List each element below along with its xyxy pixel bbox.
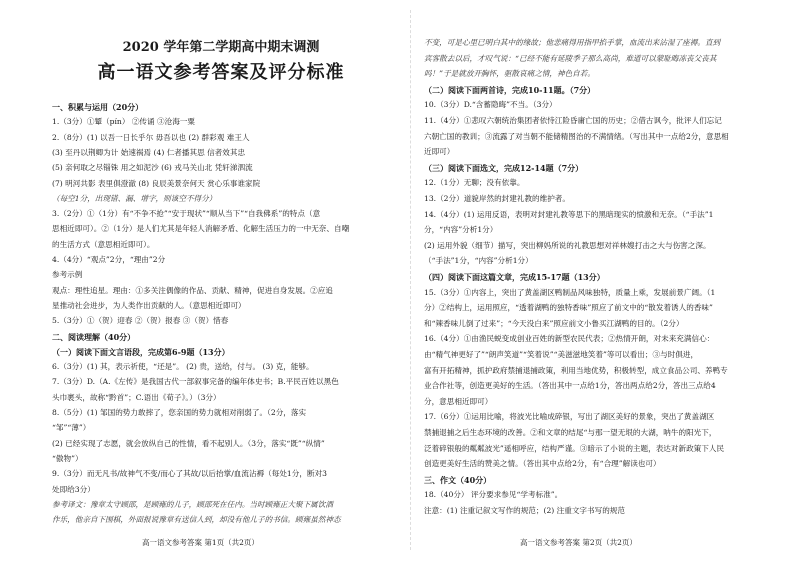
text-line: 吗！”于是就放开胸怀，驱散哀痛之情，神色自若。 xyxy=(424,69,595,79)
page-footer-2: 高一语文参考答案 第2页（共2页） xyxy=(520,538,637,547)
text-line: 14.（4分）(1) 运用反语，表明对封建礼教等思下的黑暗现实的愤激和无奈。（“手法”1 xyxy=(424,209,714,219)
text-line: (7) 明河共影 表里俱澄澈 (8) 良辰美景奈何天 赏心乐事谁家院 xyxy=(52,178,261,188)
text-line: 4.（4分）“观点”2分，“理由”2分 xyxy=(52,255,166,264)
document-subtitle: 高一语文参考答案及评分标准 xyxy=(97,62,345,83)
section-heading: （四）阅读下面这篇文章，完成15-17题（13分） xyxy=(424,272,605,282)
text-line: 分）②结构上，运用照应，“透着湖鸭的独特香味”照应了前文中的“散发着诱人的香味” xyxy=(424,303,713,313)
text-line: 参考示例 xyxy=(52,270,83,280)
text-line: (5) 亲何取之尽锱铢 用之如泥沙 (6) 戎马关山北 凭轩涕泗流 xyxy=(52,163,253,173)
text-line: 11.（4分）①悲叹六朝统治集团者依恃江险昏庸亡国的历史；②借古讽今，批评人们忘记 xyxy=(424,116,722,125)
text-line: 头巾裹头，故称“黔首”；C.语出《荀子》。）（3分） xyxy=(52,392,221,402)
text-line: 业合作社等，创造更美好的生活。（答出其中一点给1分，答出两点给2分，答出三点给4 xyxy=(424,381,716,391)
document-title: 2020 学年第二学期高中期末调测 xyxy=(122,40,320,55)
text-line: 15.（3分）①内容上，突出了黄盖湖区鸭制品风味独特，质量上乘，发展前景广阔。（1 xyxy=(424,287,716,297)
section-heading: 三、作文（40分） xyxy=(424,474,492,485)
text-line: 13.（2分）道貌岸然的封建礼教的维护者。 xyxy=(424,194,570,203)
text-line: 12.（1分）无聊；没有依靠。 xyxy=(424,178,525,188)
text-line: 1.（3分）①颦（pín） ②传诵 ③沧海一粟 xyxy=(52,117,195,127)
text-line: 思相近即可）。②（1分）是人们尤其是年轻人消解矛盾、化解生活压力的一中无奈、自嘲 xyxy=(52,224,350,234)
text-line: 由“精气神更好了”“朗声笑道”“笑着说”“美滋滋地笑着”等可以看出；③与时俱进， xyxy=(424,350,699,359)
text-line: 观点：理性追星。理由：①多关注偶像的作品、贡献、精神，促进自身发展。②应追 xyxy=(52,285,333,295)
text-line: 7.（3分）D.（A.《左传》是我国古代一部叙事完备的编年体史书；B.平民百姓以黑色 xyxy=(52,377,339,387)
section-heading: （二）阅读下面两首诗，完成10-11题。（7分） xyxy=(424,84,596,95)
section-heading: （三）阅读下面选文，完成12-14题（7分） xyxy=(424,162,584,173)
section-heading: （一）阅读下面文言语段，完成第6-9题（13分） xyxy=(52,346,230,357)
text-line: 16.（4分）①由渔民蜕变成创业百姓的新型农民代表；②热情开朗，对未来充满信心： xyxy=(424,334,715,344)
page-footer-1: 高一语文参考答案 第1页（共2页） xyxy=(142,538,259,547)
text-line: 分，意思相近即可） xyxy=(424,396,493,406)
text-line: 17.（6分）①运用比喻，将波光比喻成碎银，写出了湖区美好的景象，突出了黄盖湖区 xyxy=(424,412,715,422)
text-line: 18.（40分） 评分要求参见“学考标准”。 xyxy=(424,490,563,500)
text-line: 近即可） xyxy=(424,147,455,157)
left-column xyxy=(52,0,390,561)
text-line: 和“辣香味儿倒了过来”；“今天没白来”照应前文小鲁买江湖鸭的目的。（2分） xyxy=(424,318,684,328)
text-line: 泛着碎银般的粼粼波光”遥相呼应，结构严谨。③暗示了小说的主题，表达对新政策下人民 xyxy=(424,443,725,453)
text-line: 分，“内容”分析1分） xyxy=(424,225,498,235)
text-line: 富有开拓精神，抓护政府禁捕退捕政策，利用当地优势，积极转型，成立食品公司、养鸭专 xyxy=(424,365,728,375)
text-line: 9.（3分）而无凡书/故神气不变/而心了其故/以后抬掌/血流沾褥（每处1分，断对3 xyxy=(52,469,327,479)
text-line: (2) 已经实现了志愿，就会放纵自己的性情，看不起别人。（3分，落实“既”“纵情” xyxy=(52,438,325,448)
text-line: (2) 运用外貌（细节）描写，突出柳妈所说的礼教思想对祥林嫂打击之大与伤害之深。 xyxy=(424,240,711,250)
text-line: 作乐，他亲自下围棋，外面报说豫章有送信人到，却没有他儿子的书信。顾雍虽然神态 xyxy=(52,515,341,525)
text-line: 不变，可是心里已明白其中的缘故；他悲痛得用指甲掐手掌，血流出来沾湿了座褥。直到 xyxy=(424,38,721,47)
section-heading: 二、阅读理解（40分） xyxy=(52,331,136,342)
text-line: “傲物”） xyxy=(52,453,83,463)
text-line: 8.（5分）(1) 邹国的势力敢摔了，您亲国的势力就相对削弱了。（2分，落实 xyxy=(52,408,307,417)
text-line: 星推动社会进步，为人类作出贡献的人。（意思相近即可） xyxy=(52,300,246,310)
text-line: 创造更美好生活的赞美之情。（答出其中点给2分，有“合理”解读也可） xyxy=(424,459,661,469)
text-line: 2.（8分）(1) 以吾一日长乎尔 毋吾以也 (2) 群彩观 难王人 xyxy=(52,132,250,142)
text-line: 注意：(1) 注重记叙文写作的规范；(2) 注重文字书写的规范 xyxy=(424,506,625,515)
text-line: 的生活方式（意思相近即可）。 xyxy=(52,239,155,249)
text-line: （每空1分，出现错、漏、增字，则该空不得分） xyxy=(52,193,217,203)
text-line: 禁捕退捕之后生态环境的改善。②和文章的结尾“与那一望无垠的大湖，呐牛的阳光下， xyxy=(424,428,717,437)
text-line: 3.（2分）①（1分）有“不争不抢”“安于现状”“顺从当下”“自我佛系”的特点（意 xyxy=(52,209,321,219)
text-line: （“手法”1分，“内容”分析1分） xyxy=(424,256,533,266)
right-column xyxy=(424,0,766,561)
text-line: 10.（3分）D.“含蓄隐晦”不当。（3分） xyxy=(424,100,557,110)
text-line: 宾客散去以后，才叹气说：“已经不能有延陵季子那么高尚，难道可以蒙耻晦冻丧父丧其 xyxy=(424,53,717,63)
text-line: (3) 至丹以荆卿为计 始速祸焉 (4) 仁者播其思 信者效其忠 xyxy=(52,147,246,157)
text-line: “邹”“薄”） xyxy=(52,423,91,433)
text-line: 6.（3分）(1) 其，表示祈使，“还是”。 (2) 贵，送给，付与。 (3) 克，能够。 xyxy=(52,362,314,372)
text-line: 5.（3分）①（贺）迎春 ②（贺）报春 ③（贺）惜春 xyxy=(52,316,229,326)
column-divider xyxy=(410,10,411,550)
text-line: 处即给3分） xyxy=(52,484,95,494)
section-heading: 一、积累与运用（20分） xyxy=(52,102,144,112)
text-line: 参考译文：豫章太守顾邵，是顾雍的儿子，顾邵死在任内。当时顾雍正大聚下属饮酒 xyxy=(52,499,333,509)
text-line: 六朝亡国的教训；③流露了对当朝不能储精图治的不满情绪。（写出其中一点给2分，意思相 xyxy=(424,131,729,141)
